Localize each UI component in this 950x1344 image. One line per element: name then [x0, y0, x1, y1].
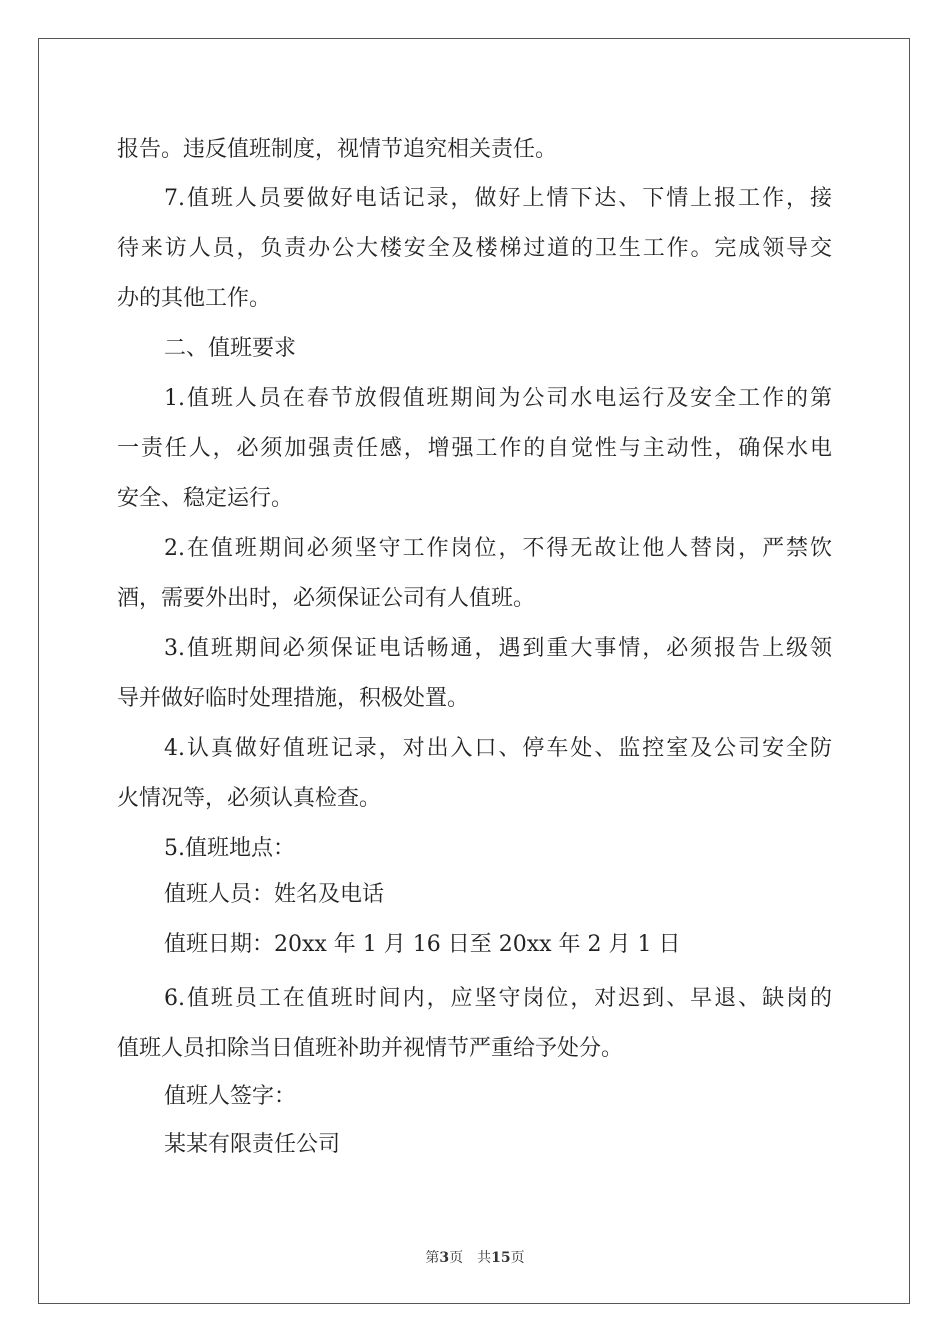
text-line: 待来访人员，负责办公大楼安全及楼梯过道的卫生工作。完成领导交 — [117, 236, 832, 261]
text-line: 5.值班地点： — [164, 836, 295, 861]
text-line: 某某有限责任公司 — [164, 1132, 341, 1157]
text-line: 火情况等，必须认真检查。 — [117, 786, 382, 811]
text-line: 办的其他工作。 — [117, 286, 272, 311]
total-pages: 15 — [491, 1250, 511, 1266]
text-line: 6.值班员工在值班时间内，应坚守岗位，对迟到、早退、缺岗的 — [164, 986, 832, 1011]
page-footer — [0, 1248, 950, 1268]
page-suffix: 页 — [449, 1250, 464, 1266]
text-line: 2.在值班期间必须坚守工作岗位，不得无故让他人替岗，严禁饮 — [164, 536, 832, 561]
page-prefix: 第 — [425, 1250, 440, 1266]
text-line: 7.值班人员要做好电话记录，做好上情下达、下情上报工作，接 — [164, 186, 832, 211]
total-prefix: 共 — [477, 1250, 492, 1266]
text-line: 一责任人，必须加强责任感，增强工作的自觉性与主动性，确保水电 — [117, 436, 832, 461]
text-line: 4.认真做好值班记录，对出入口、停车处、监控室及公司安全防 — [164, 736, 832, 761]
text-line: 值班人员扣除当日值班补助并视情节严重给予处分。 — [117, 1036, 624, 1061]
page-border — [38, 38, 910, 1304]
page-number: 3 — [439, 1250, 450, 1266]
section-heading: 二、值班要求 — [164, 336, 297, 361]
text-line: 值班人签字： — [164, 1084, 297, 1109]
text-line: 酒，需要外出时，必须保证公司有人值班。 — [117, 586, 536, 611]
text-line: 导并做好临时处理措施，积极处置。 — [117, 686, 470, 711]
text-line: 值班人员：姓名及电话 — [164, 882, 385, 907]
text-line: 3.值班期间必须保证电话畅通，遇到重大事情，必须报告上级领 — [164, 636, 832, 661]
text-line: 安全、稳定运行。 — [117, 486, 294, 511]
text-line: 值班日期：20xx 年 1 月 16 日至 20xx 年 2 月 1 日 — [164, 932, 681, 957]
text-line: 1.值班人员在春节放假值班期间为公司水电运行及安全工作的第 — [164, 386, 832, 411]
text-line: 报告。违反值班制度，视情节追究相关责任。 — [117, 137, 558, 162]
total-suffix: 页 — [510, 1250, 525, 1266]
